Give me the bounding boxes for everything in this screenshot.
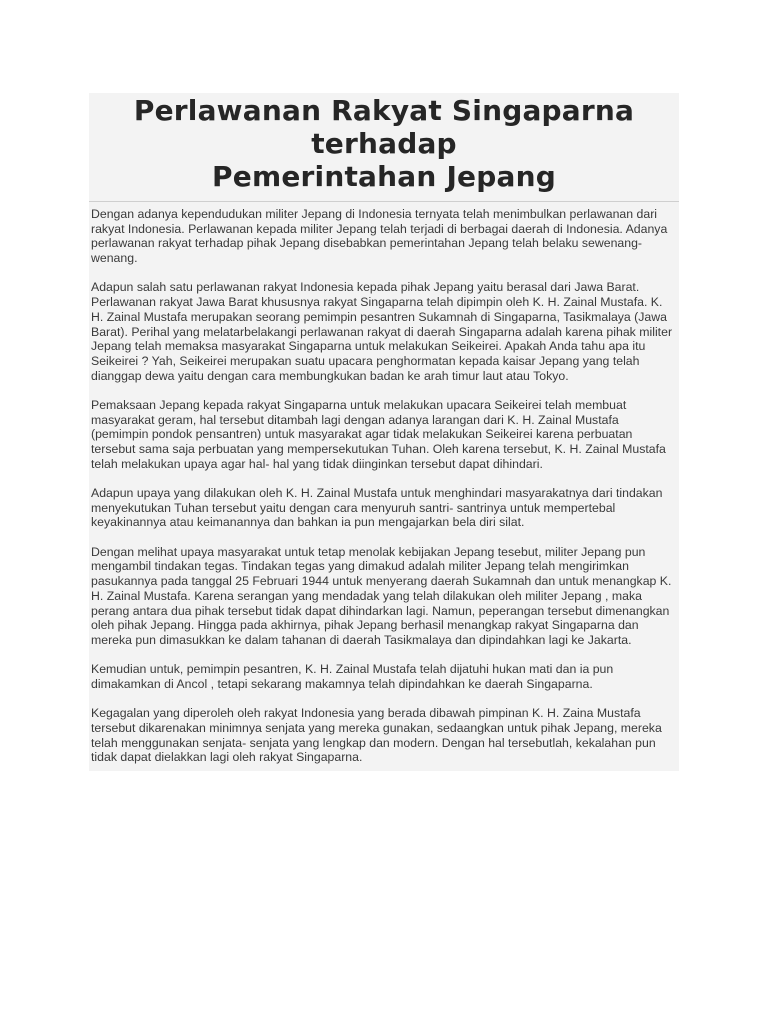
paragraph: Kemudian untuk, pemimpin pesantren, K. H. Zainal Mustafa telah dijatuhi hukan mati dan ia pun dimakamkan di Ancol , tetapi sekarang makamnya telah dipindahkan ke daerah Singaparna.: [91, 662, 614, 691]
document-body: [89, 202, 679, 771]
document-title: [89, 94, 679, 193]
paragraph: Adapun upaya yang dilakukan oleh K. H. Zainal Mustafa untuk menghindari masyarakatnya dari tindakan menyekutukan Tuhan tersebut yaitu dengan cara menyuruh santri- santrinya untuk mempertebal keyakinannya atau keimanannya dan bahkan ia pun mengajarkan bela diri silat.: [91, 486, 663, 530]
title-line-2: Pemerintahan Jepang: [212, 160, 556, 193]
paragraph: Adapun salah satu perlawanan rakyat Indonesia kepada pihak Jepang yaitu berasal dari Jawa Barat. Perlawanan rakyat Jawa Barat khususnya rakyat Singaparna telah dipimpin oleh K. H. Zainal Mustafa. K. H. Zainal Mustafa merupakan seorang pemimpin pesantren Sukamnah di Singaparna, Tasikmalaya (Jawa Barat). Perihal yang melatarbelakangi perlawanan rakyat di daerah Singaparna adalah karena pihak militer Jepang telah memaksa masyarakat Singaparna untuk melakukan Seikeirei. Apakah Anda tahu apa itu Seikeirei ? Yah, Seikeirei merupakan suatu upacara penghormatan kepada kaisar Jepang yang telah dianggap dewa yaitu dengan cara membungkukan badan ke arah timur laut atau Tokyo.: [91, 280, 673, 383]
paragraph: Pemaksaan Jepang kepada rakyat Singaparna untuk melakukan upacara Seikeirei telah membuat masyarakat geram, hal tersebut ditambah lagi dengan adanya larangan dari K. H. Zainal Mustafa (pemimpin pondok pensantren) untuk masyarakat agar tidak melakukan Seikeirei karena perbuatan tersebut sama saja perbuatan yang mempersekutukan Tuhan. Oleh karena tersebut, K. H. Zainal Mustafa telah melakukan upaya agar hal- hal yang tidak diinginkan tersebut dapat dihindari.: [91, 397, 666, 471]
title-block: [89, 93, 679, 202]
paragraph: Kegagalan yang diperoleh oleh rakyat Indonesia yang berada dibawah pimpinan K. H. Zaina Mustafa tersebut dikarenakan minimnya senjata yang mereka gunakan, sedaangkan untuk pihak Jepang, mereka telah menggunakan senjata- senjata yang lengkap dan modern. Dengan hal tersebutlah, kekalahan pun tidak dapat dielakkan lagi oleh rakyat Singaparna.: [91, 706, 662, 765]
title-line-1: Perlawanan Rakyat Singaparna terhadap: [133, 94, 635, 160]
document-page: [89, 93, 679, 771]
paragraph: Dengan adanya kependudukan militer Jepang di Indonesia ternyata telah menimbulkan perlawanan dari rakyat Indonesia. Perlawanan kepada militer Jepang telah terjadi di berbagai daerah di Indonesia. Adanya perlawanan rakyat terhadap pihak Jepang disebabkan pemerintahan Jepang telah belaku sewenang- wenang.: [91, 207, 668, 266]
paragraph: Dengan melihat upaya masyarakat untuk tetap menolak kebijakan Jepang tesebut, militer Jepang pun mengambil tindakan tegas. Tindakan tegas yang dimakud adalah militer Jepang telah mengirimkan pasukannya pada tanggal 25 Februari 1944 untuk menyerang daerah Sukamnah dan untuk menangkap K. H. Zainal Mustafa. Karena serangan yang mendadak yang telah dilakukan oleh militer Jepang , maka perang antara dua pihak tersebut tidak dapat dihindarkan lagi. Namun, peperangan tersebut dimenangkan oleh pihak Jepang. Hingga pada akhirnya, pihak Jepang berhasil menangkap rakyat Singaparna dan mereka pun dimasukkan ke dalam tahanan di daerah Tasikmalaya dan dipindahkan lagi ke Jakarta.: [91, 544, 672, 647]
